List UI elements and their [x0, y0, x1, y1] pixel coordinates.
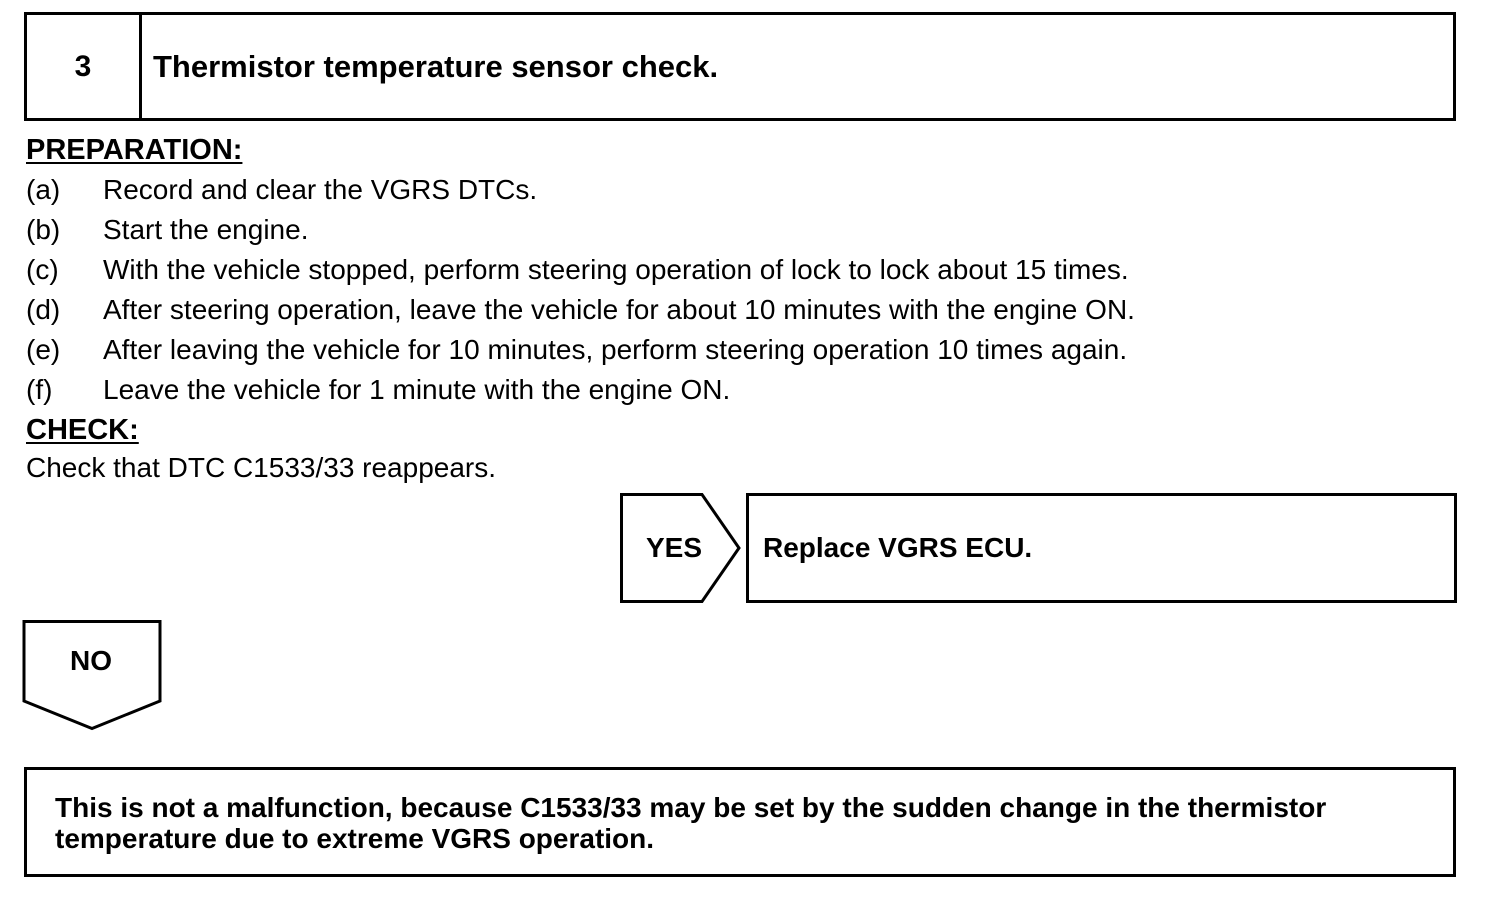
check-text: Check that DTC C1533/33 reappears.	[26, 452, 497, 483]
preparation-item-text: With the vehicle stopped, perform steering operation of lock to lock about 15 times.	[103, 254, 1129, 285]
yes-result-box	[746, 493, 1457, 603]
preparation-item-label: (a)	[26, 174, 61, 205]
preparation-item-label: (e)	[26, 334, 61, 365]
preparation-item	[26, 254, 1129, 286]
preparation-item-label: (d)	[26, 294, 61, 325]
note-text: This is not a malfunction, because C1533/33 may be set by the sudden change in the thermistor temperature due to extreme VGRS operation.	[55, 792, 1327, 854]
preparation-item-text: After leaving the vehicle for 10 minutes, perform steering operation 10 times again.	[103, 334, 1128, 365]
preparation-item	[26, 294, 1135, 326]
preparation-item	[26, 374, 730, 406]
preparation-item-text: After steering operation, leave the vehicle for about 10 minutes with the engine ON.	[103, 294, 1135, 325]
preparation-item	[26, 214, 308, 246]
step-header	[24, 12, 1456, 121]
step-title: Thermistor temperature sensor check.	[153, 48, 719, 84]
preparation-heading: PREPARATION:	[26, 134, 243, 166]
preparation-item-label: (b)	[26, 214, 61, 245]
yes-result-text: Replace VGRS ECU.	[763, 532, 1033, 563]
preparation-item-text: Leave the vehicle for 1 minute with the engine ON.	[103, 374, 731, 405]
preparation-item-label: (f)	[26, 374, 53, 405]
preparation-item-text: Start the engine.	[103, 214, 309, 245]
note-box	[24, 767, 1456, 877]
yes-label: YES	[645, 532, 703, 563]
check-heading: CHECK:	[26, 414, 139, 446]
preparation-item-text: Record and clear the VGRS DTCs.	[103, 174, 538, 205]
step-number: 3	[27, 15, 142, 118]
preparation-item	[26, 174, 537, 206]
no-label: NO	[70, 645, 112, 676]
preparation-item-label: (c)	[26, 254, 59, 285]
preparation-item	[26, 334, 1127, 366]
